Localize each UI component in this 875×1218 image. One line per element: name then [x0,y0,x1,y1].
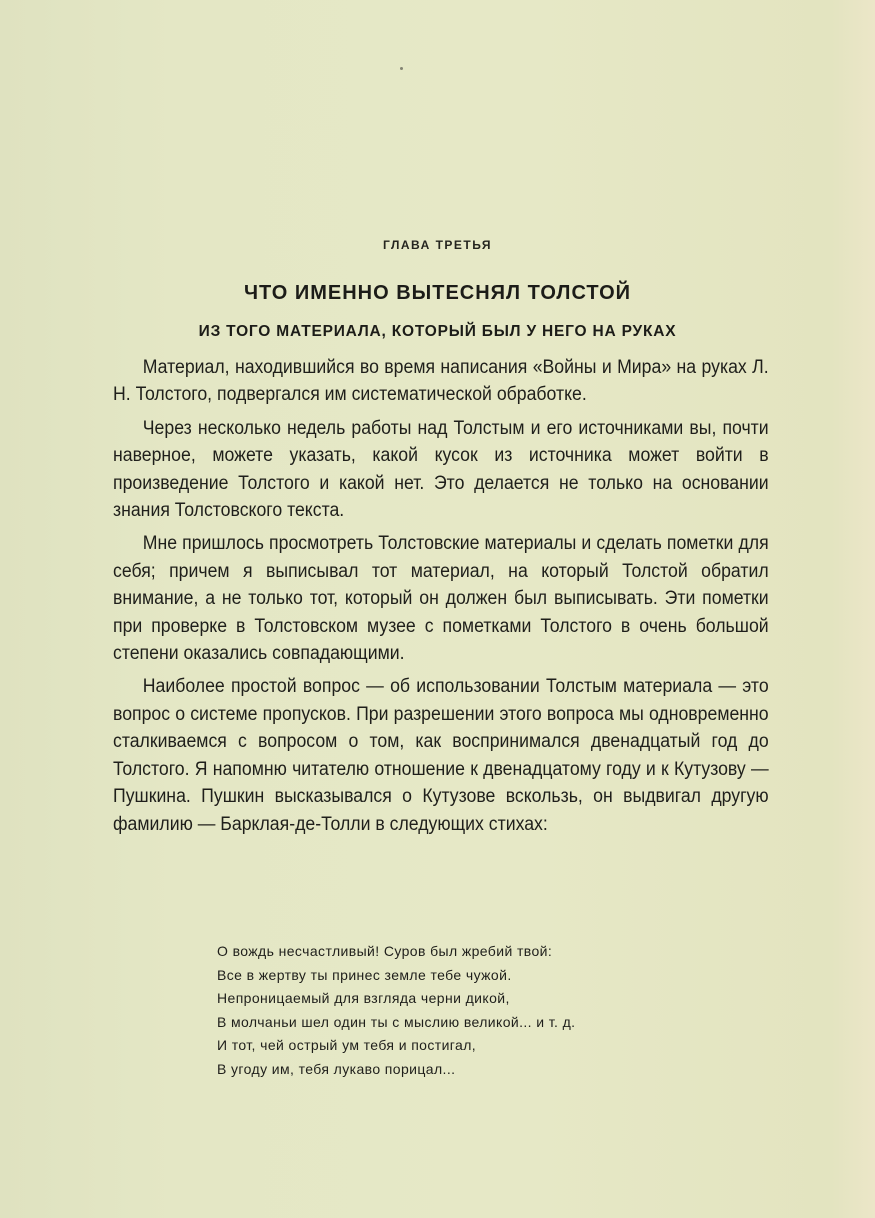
paragraph: Через несколько недель работы над Толстым и его источниками вы, почти наверное, можете указать, какой кусок из источника может войти в произведение Толстого и какой нет. Это делается не только на основании знания Толстовского текста. [113,417,769,522]
verse-line: В молчаньи шел один ты с мыслию великой... и т. д. [217,1013,576,1030]
ink-speck [400,67,403,70]
verse-line: О вождь несчастливый! Суров был жребий твой: [217,943,553,959]
paragraph: Материал, находившийся во время написания «Войны и Мира» на руках Л. Н. Толстого, подвергался им систематической обработке. [113,357,769,406]
verse-quote [217,940,575,1081]
verse-line: Все в жертву ты принес земле тебе чужой. [217,966,512,983]
verse-line: В угоду им, тебя лукаво порицал... [217,1060,456,1077]
paragraph: Мне пришлось просмотреть Толстовские материалы и сделать пометки для себя; причем я выписывал тот материал, на который Толстой обратил внимание, а не только тот, который он должен был выписывать. Эти пометки при проверке в Толстовском музее с пометками Толстого в очень большой степени оказались совпадающими. [113,533,769,665]
chapter-subtitle: ИЗ ТОГО МАТЕРИАЛА, КОТОРЫЙ БЫЛ У НЕГО НА РУКАХ [198,323,677,340]
verse-line: Непроницаемый для взгляда черни дикой, [217,990,510,1006]
paragraph: Наиболее простой вопрос — об использовании Толстым материала — это вопрос о системе пропусков. При разрешении этого вопроса мы одновременно сталкиваемся с вопросом о том, как воспринимался двенадцатый год до Толстого. Я напомню читателю отношение к двенадцатому году и к Кутузову — Пушкина. Пушкин высказывался о Кутузове вскользь, он выдвигал другую фамилию — Барклая-де-Толли в следующих стихах: [113,676,769,835]
verse-line: И тот, чей острый ум тебя и постигал, [217,1037,477,1053]
body-text [113,354,769,844]
chapter-label: ГЛАВА ТРЕТЬЯ [382,238,493,252]
chapter-title: ЧТО ИМЕННО ВЫТЕСНЯЛ ТОЛСТОЙ [243,282,632,304]
